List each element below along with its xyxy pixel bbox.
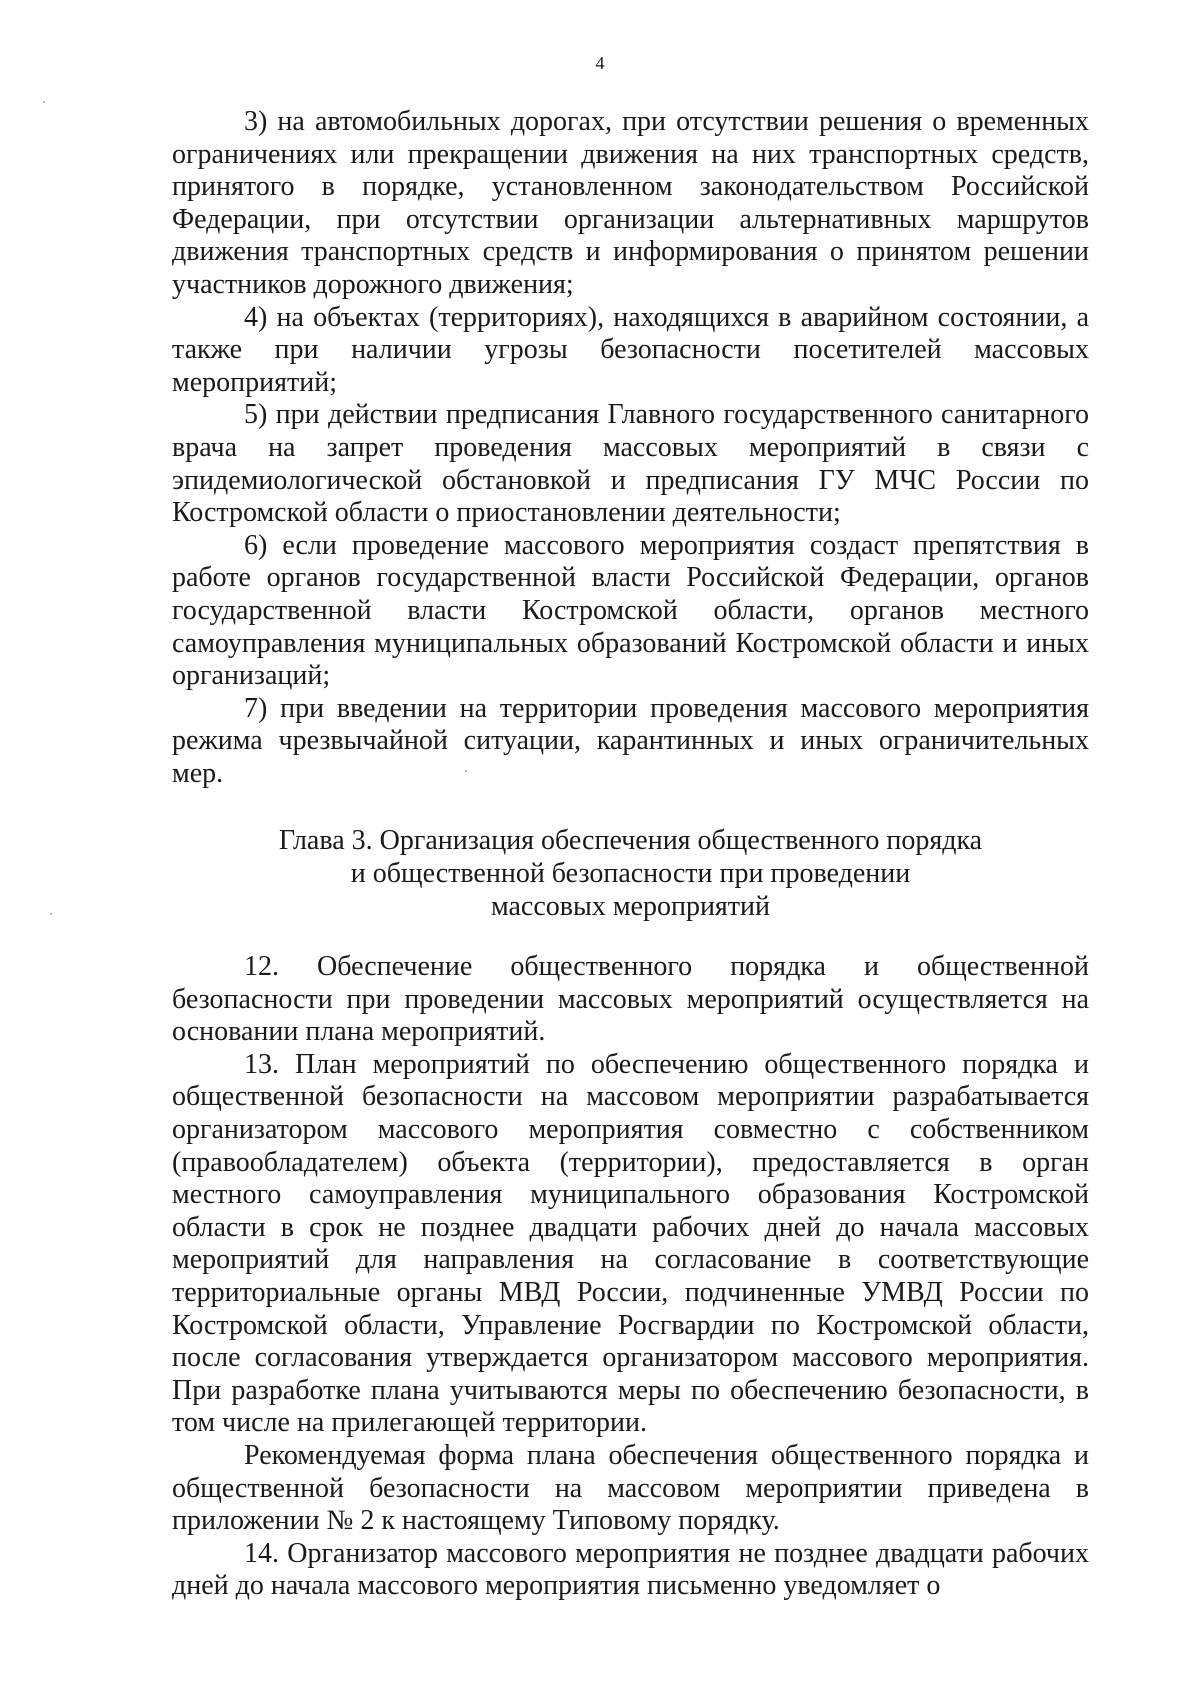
list-item-4: 4) на объектах (территориях), находящихся в аварийном состоянии, а также при наличии угрозы безопасности посетителей массовых мероприятий; (172, 301, 1089, 398)
list-item-3: 3) на автомобильных дорогах, при отсутствии решения о временных ограничениях или прекращении движения на них транспортных средств, принятого в порядке, установленном законодательством Российской Федерации, при отсутствии организации альтернативных маршрутов движения транспортных средств и информирования о принятом решении участников дорожного движения; (172, 106, 1089, 300)
chapter-heading (172, 824, 1089, 923)
paragraph-recommended-form: Рекомендуемая форма плана обеспечения общественного порядка и общественной безопасности на массовом мероприятии приведена в приложении № 2 к настоящему Типовому порядку. (172, 1439, 1089, 1537)
page-number: 4 (595, 53, 605, 73)
paragraph-14: 14. Организатор массового мероприятия не позднее двадцати рабочих дней до начала массового мероприятия письменно уведомляет о (172, 1537, 1089, 1602)
scan-speck (50, 913, 52, 915)
paragraph-12: 12. Обеспечение общественного порядка и общественной безопасности при проведении массовых мероприятий осуществляется на основании плана мероприятий. (172, 951, 1089, 1048)
list-item-5: 5) при действии предписания Главного государственного санитарного врача на запрет проведения массовых мероприятий в связи с эпидемиологической обстановкой и предписания ГУ МЧС России по Костромской области о приостановлении деятельности; (172, 399, 1089, 529)
list-item-6: 6) если проведение массового мероприятия создаст препятствия в работе органов государственной власти Российской Федерации, органов государственной власти Костромской области, органов местного самоуправления муниципальных образований Костромской области и иных организаций; (172, 529, 1089, 692)
chapter-heading-line-2: и общественной безопасности при проведении (350, 858, 911, 889)
chapter-heading-line-3: массовых мероприятий (490, 891, 771, 922)
chapter-heading-line-1: Глава 3. Организация обеспечения общественного порядка (278, 825, 983, 856)
scan-speck (43, 101, 45, 103)
restriction-list (172, 106, 1089, 790)
chapter-body (172, 951, 1089, 1603)
list-item-7: 7) при введении на территории проведения массового мероприятия режима чрезвычайной ситуации, карантинных и иных ограничительных мер. (172, 692, 1089, 789)
scan-speck (465, 770, 467, 772)
paragraph-13: 13. План мероприятий по обеспечению общественного порядка и общественной безопасности на массовом мероприятии разрабатывается организатором массового мероприятия совместно с собственником (правообладателем) объекта (территории), предоставляется в орган местного самоуправления муниципального образования Костромской области в срок не позднее двадцати рабочих дней до начала массовых мероприятий для направления на согласование в соответствующие территориальные органы МВД России, подчиненные УМВД России по Костромской области, Управление Росгвардии по Костромской области, после согласования утверждается организатором массового мероприятия. При разработке плана учитываются меры по обеспечению безопасности, в том числе на прилегающей территории. (172, 1048, 1089, 1439)
